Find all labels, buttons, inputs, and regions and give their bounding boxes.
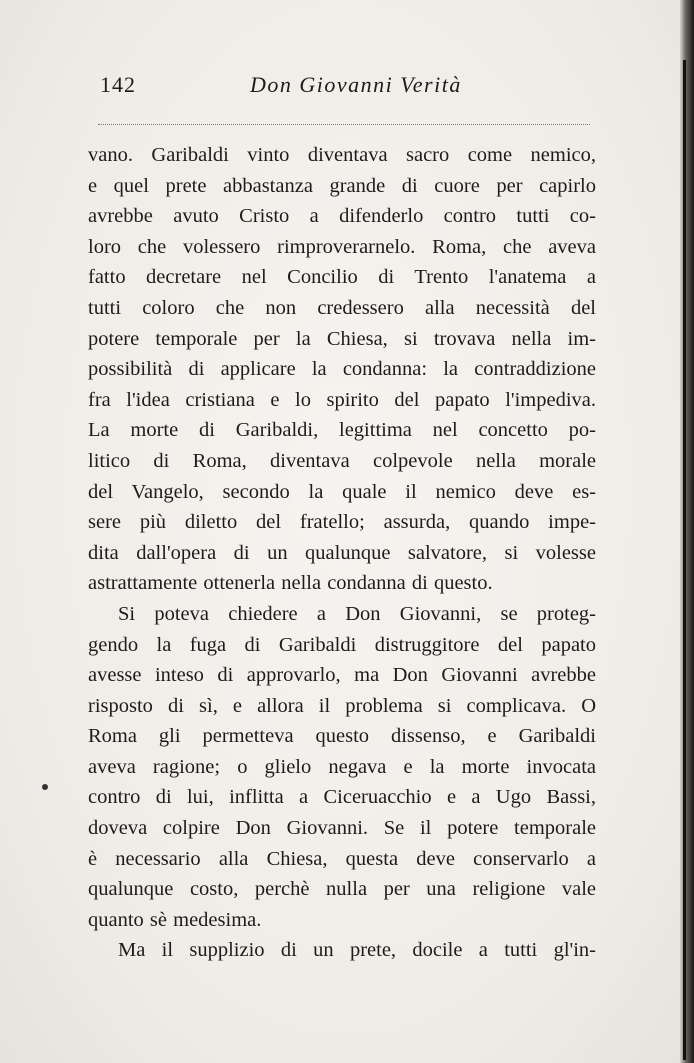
text-line: e quel prete abbastanza grande di cuore per capirlo [88, 174, 596, 197]
text-line: dita dall'opera di un qualunque salvatore, si volesse [88, 541, 596, 564]
text-line: Roma gli permetteva questo dissenso, e Garibaldi [88, 725, 596, 748]
text-line: La morte di Garibaldi, legittima nel concetto po- [88, 419, 596, 442]
text-line: è necessario alla Chiesa, questa deve conservarlo a [88, 847, 596, 870]
text-line: loro che volessero rimproverarnelo. Roma, che aveva [88, 235, 596, 258]
text-line: Ma il supplizio di un prete, docile a tutti gl'in- [118, 939, 596, 962]
text-line: risposto di sì, e allora il problema si complicava. O [88, 694, 596, 717]
text-line: vano. Garibaldi vinto diventava sacro come nemico, [88, 144, 596, 166]
page-number: 142 [100, 72, 136, 97]
binding-edge [683, 60, 686, 1060]
text-line: litico di Roma, diventava colpevole nella morale [88, 449, 596, 472]
text-line: gendo la fuga di Garibaldi distruggitore del papato [88, 633, 596, 656]
margin-mark [42, 784, 48, 790]
text-line: fatto decretare nel Concilio di Trento l'anatema a [88, 266, 596, 289]
header-divider [98, 124, 590, 125]
text-line: del Vangelo, secondo la quale il nemico deve es- [88, 480, 596, 503]
text-line: avrebbe avuto Cristo a difenderlo contro tutti co- [88, 205, 596, 228]
text-line: doveva colpire Don Giovanni. Se il potere temporale [88, 817, 596, 840]
page-header [100, 72, 590, 102]
text-line: fra l'idea cristiana e lo spirito del papato l'impediva. [88, 388, 596, 411]
text-line: qualunque costo, perchè nulla per una religione vale [88, 878, 596, 901]
text-line: potere temporale per la Chiesa, si trovava nella im- [88, 327, 596, 350]
text-line: Si poteva chiedere a Don Giovanni, se proteg- [118, 602, 596, 625]
text-line: possibilità di applicare la condanna: la contraddizione [88, 358, 596, 381]
text-line: aveva ragione; o glielo negava e la morte invocata [88, 755, 596, 778]
running-title: Don Giovanni Verità [250, 72, 462, 97]
text-line: sere più diletto del fratello; assurda, quando impe- [88, 511, 596, 534]
text-line: astrattamente ottenerla nella condanna di questo. [88, 572, 493, 595]
body-text [88, 140, 596, 966]
text-line: tutti coloro che non credessero alla necessità del [88, 296, 596, 319]
text-line: avesse inteso di approvarlo, ma Don Giovanni avrebbe [88, 664, 596, 687]
text-line: contro di lui, inflitta a Ciceruacchio e a Ugo Bassi, [88, 786, 596, 809]
text-line: quanto sè medesima. [88, 908, 262, 931]
